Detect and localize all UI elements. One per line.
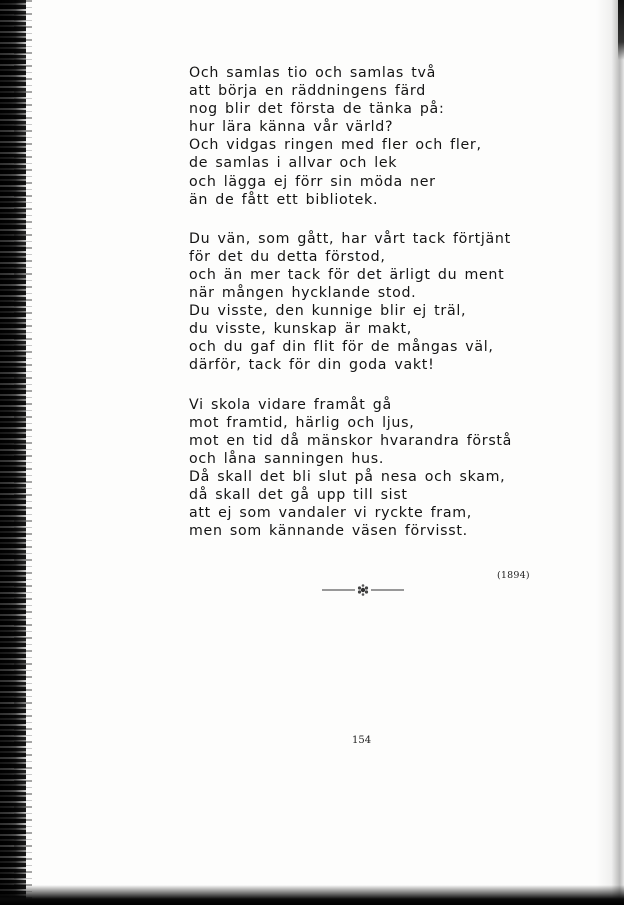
poem-line: nog blir det första de tänka på: (189, 101, 445, 118)
poem-line: Och samlas tio och samlas två (189, 65, 436, 81)
poem-line: du visste, kunskap är makt, (189, 321, 413, 338)
poem-line: att ej som vandaler vi ryckte fram, (189, 505, 472, 522)
poem-year: (1894) (497, 570, 530, 581)
poem-line: mot framtid, härlig och ljus, (189, 414, 415, 431)
poem-line: när mången hycklande stod. (189, 285, 417, 302)
poem-line: då skall det gå upp till sist (189, 486, 408, 503)
page-number: 154 (352, 735, 372, 746)
poem-line: Du visste, den kunnige blir ej träl, (189, 303, 467, 320)
poem-line: Då skall det bli slut på nesa och skam, (189, 468, 506, 485)
poem-line: Vi skola vidare framåt gå (189, 396, 392, 413)
fleuron-icon (322, 583, 404, 597)
poem-line: och lägga ej förr sin möda ner (189, 173, 436, 190)
poem-line: att börja en räddningens färd (189, 83, 426, 100)
poem-line: de samlas i allvar och lek (189, 155, 398, 172)
binding-speckle (14, 0, 32, 905)
stanza-3 (189, 396, 529, 541)
page-edge-shadow (596, 0, 624, 905)
stanza-separator (189, 209, 529, 230)
poem-line: och låna sanningen hus. (189, 450, 385, 467)
poem-line: för det du detta förstod, (189, 248, 386, 265)
page-corner-shadow (618, 0, 624, 60)
stanza-separator (189, 375, 529, 396)
poem-line: men som kännande väsen förvisst. (189, 523, 468, 540)
poem (189, 64, 529, 540)
poem-line: därför, tack för din goda vakt! (189, 357, 435, 374)
poem-line: Och vidgas ringen med fler och fler, (189, 137, 482, 154)
bottom-edge-shadow (0, 885, 624, 905)
poem-line: hur lära känna vår värld? (189, 119, 394, 136)
poem-line: Du vän, som gått, har vårt tack förtjänt (189, 230, 511, 247)
poem-line: mot en tid då mänskor hvarandra förstå (189, 432, 513, 449)
poem-line: och du gaf din flit för de mångas väl, (189, 339, 494, 356)
poem-line: än de fått ett bibliotek. (189, 191, 379, 208)
poem-line: och än mer tack för det ärligt du ment (189, 266, 505, 283)
stanza-2 (189, 230, 529, 375)
stanza-1 (189, 64, 529, 209)
